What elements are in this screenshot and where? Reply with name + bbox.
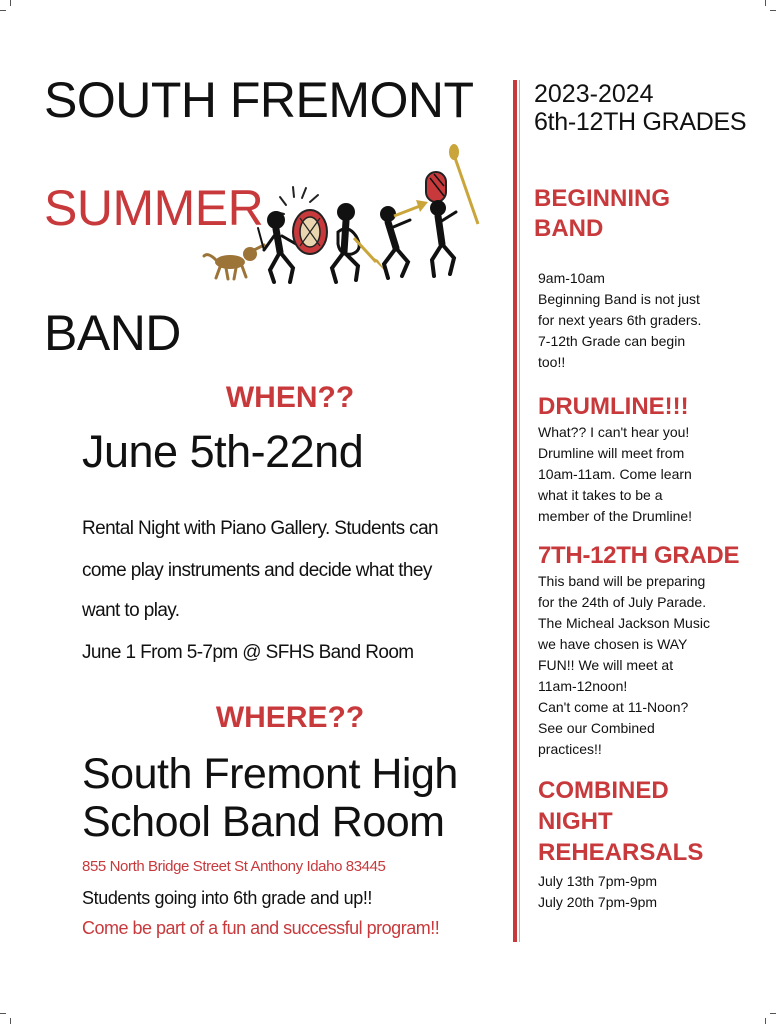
title-line-3: BAND xyxy=(44,305,181,361)
body-line: practices!! xyxy=(538,741,602,757)
body-line: This band will be preparing xyxy=(538,573,706,589)
section-heading: BEGINNING xyxy=(534,185,671,212)
crop-mark xyxy=(765,0,766,6)
section-heading: 7TH-12TH GRADE xyxy=(538,542,740,569)
body-line: July 20th 7pm-9pm xyxy=(538,894,658,910)
section-heading: BAND xyxy=(534,215,604,242)
body-line: 11am-12noon! xyxy=(538,678,628,694)
section-beginning-band-body xyxy=(538,268,768,373)
body-line: Beginning Band is not just xyxy=(538,291,700,307)
body-line: we have chosen is WAY xyxy=(538,636,688,652)
crop-mark xyxy=(10,1018,11,1024)
eligibility: Students going into 6th grade and up!! xyxy=(82,888,373,908)
body-line: too!! xyxy=(538,354,566,370)
tagline: Come be part of a fun and successful program!! xyxy=(82,918,440,938)
rental-text-line-1: Rental Night with Piano Gallery. Students can xyxy=(82,518,439,539)
location-line-1: South Fremont High xyxy=(82,750,458,798)
body-line: Can't come at 11-Noon? xyxy=(538,699,689,715)
crop-mark xyxy=(0,1013,6,1014)
address: 855 North Bridge Street St Anthony Idaho 83445 xyxy=(82,858,386,875)
body-line: for the 24th of July Parade. xyxy=(538,594,707,610)
crop-mark xyxy=(770,10,776,11)
title-line-2: SUMMER xyxy=(44,180,264,236)
body-line: Drumline will meet from xyxy=(538,445,685,461)
column-divider xyxy=(513,80,517,942)
body-line: FUN!! We will meet at xyxy=(538,657,674,673)
body-line: July 13th 7pm-9pm xyxy=(538,873,658,889)
section-combined-night-rehearsals xyxy=(538,775,770,913)
body-line: 7-12th Grade can begin xyxy=(538,333,686,349)
grades: 6th-12TH GRADES xyxy=(534,108,747,136)
section-7th-12th-grade xyxy=(538,541,770,760)
column-divider-accent xyxy=(519,80,520,942)
title-line-1: SOUTH FREMONT xyxy=(44,72,474,128)
body-line: 9am-10am xyxy=(538,270,605,286)
section-drumline xyxy=(538,392,768,527)
dates: June 5th-22nd xyxy=(82,426,364,477)
marching-band-figures-icon xyxy=(198,140,488,290)
crop-mark xyxy=(10,0,11,6)
location-line-2: School Band Room xyxy=(82,798,445,846)
section-heading: DRUMLINE!!! xyxy=(538,393,689,420)
section-heading: COMBINED xyxy=(538,777,669,804)
body-line: 10am-11am. Come learn xyxy=(538,466,692,482)
where-heading: WHERE?? xyxy=(215,701,365,734)
body-line: What?? I can't hear you! xyxy=(538,424,690,440)
body-line: The Micheal Jackson Music xyxy=(538,615,710,631)
rental-text-line-3: want to play. xyxy=(82,600,180,621)
body-line: what it takes to be a xyxy=(538,487,663,503)
rental-text-line-2: come play instruments and decide what they xyxy=(82,560,432,581)
crop-mark xyxy=(765,1018,766,1024)
section-heading: REHEARSALS xyxy=(538,839,704,866)
section-beginning-band xyxy=(534,184,764,244)
school-year: 2023-2024 xyxy=(534,80,654,108)
crop-mark xyxy=(770,1013,776,1014)
when-heading: WHEN?? xyxy=(225,381,355,414)
section-heading: NIGHT xyxy=(538,808,613,835)
crop-mark xyxy=(0,10,6,11)
rental-time: June 1 From 5-7pm @ SFHS Band Room xyxy=(82,642,414,663)
body-line: See our Combined xyxy=(538,720,655,736)
body-line: member of the Drumline! xyxy=(538,508,693,524)
body-line: for next years 6th graders. xyxy=(538,312,702,328)
